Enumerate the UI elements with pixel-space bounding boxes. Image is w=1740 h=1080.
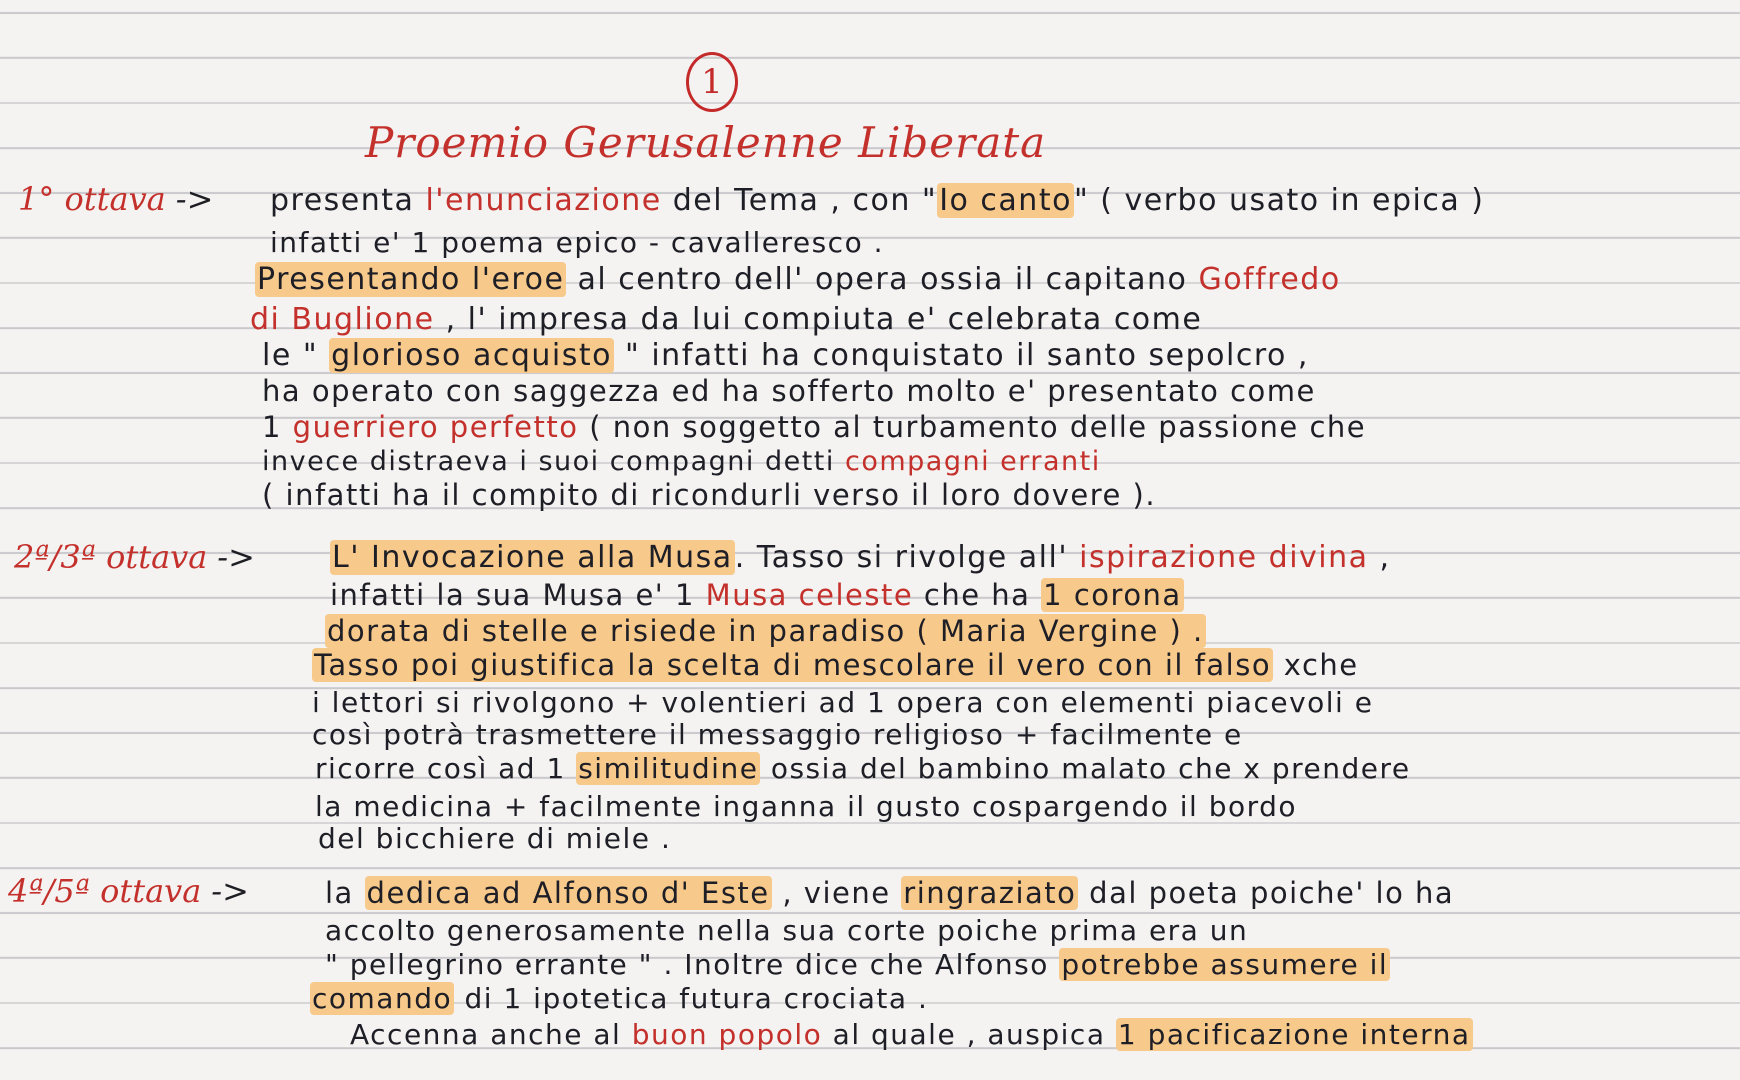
text-segment: i lettori si rivolgono + volentieri ad 1 opera con elementi piacevoli e: [312, 686, 1374, 719]
text-segment: Accenna anche al: [350, 1018, 632, 1051]
red-keyword: compagni erranti: [844, 446, 1101, 477]
text-segment: accolto generosamente nella sua corte poiche prima era un: [325, 914, 1249, 947]
text-segment: invece distraeva i suoi compagni detti: [262, 446, 845, 477]
highlighted-text: similitudine: [578, 752, 759, 785]
text-segment: , viene: [771, 876, 902, 910]
text-line: [270, 183, 1485, 218]
text-line: [325, 914, 1248, 947]
text-segment: dal poeta poiche' lo ha: [1078, 876, 1455, 910]
highlighted-text: potrebbe assumere il: [1061, 948, 1389, 981]
text-line: [270, 226, 884, 259]
text-segment: di 1 ipotetica futura crociata .: [454, 982, 929, 1015]
text-line: [330, 540, 1391, 575]
red-keyword: ispirazione divina: [1079, 540, 1369, 575]
section-label-2: [14, 538, 255, 576]
highlighted-text: ringraziato: [903, 876, 1077, 910]
highlighted-text: Tasso poi giustifica la scelta di mescolare il vero con il falso: [314, 648, 1272, 682]
section-label-text: 4ª/5ª ottava: [8, 872, 202, 910]
text-segment: ( infatti ha il compito di ricondurli verso il loro dovere ).: [262, 478, 1157, 512]
text-line: [262, 446, 1101, 477]
text-line: [310, 982, 928, 1015]
text-segment: infatti la sua Musa e' 1: [330, 578, 706, 612]
text-segment: " infatti ha conquistato il santo sepolcro ,: [613, 338, 1309, 373]
text-segment: 1: [262, 410, 293, 444]
text-segment: del bicchiere di miele .: [318, 822, 672, 855]
text-segment: xche: [1273, 648, 1359, 682]
highlighted-text: L' Invocazione alla Musa: [332, 540, 733, 575]
red-keyword: di Buglione: [250, 302, 435, 337]
highlighted-text: comando: [312, 982, 453, 1015]
text-segment: . Tasso si rivolge all': [734, 540, 1080, 575]
text-segment: presenta: [270, 183, 426, 218]
section-label-text: 2ª/3ª ottava: [14, 538, 208, 576]
text-segment: ,: [1368, 540, 1391, 575]
highlighted-text: Io canto: [939, 183, 1072, 218]
highlighted-text: dorata di stelle e risiede in paradiso ( Maria Vergine ) .: [327, 614, 1204, 648]
text-segment: ossia del bambino malato che x prendere: [760, 752, 1411, 785]
text-line: [330, 578, 1184, 612]
page-title: Proemio Gerusalenne Liberata: [365, 118, 1047, 167]
red-keyword: Goffredo: [1198, 262, 1341, 297]
text-line: [325, 948, 1390, 981]
text-segment: infatti e' 1 poema epico - cavalleresco .: [270, 226, 884, 259]
text-line: [312, 686, 1373, 719]
text-segment: al quale , auspica: [822, 1018, 1116, 1051]
text-segment: che ha: [913, 578, 1042, 612]
text-line: [262, 478, 1156, 512]
section-label-3: [8, 872, 249, 910]
text-segment: al centro dell' opera ossia il capitano: [566, 262, 1199, 297]
text-line: [315, 790, 1297, 823]
text-line: [325, 876, 1454, 910]
text-segment: , l' impresa da lui compiuta e' celebrata come: [434, 302, 1203, 337]
text-segment: ricorre così ad 1: [315, 752, 577, 785]
section-label-1: [18, 180, 213, 218]
arrow-icon: ->: [217, 538, 255, 576]
text-segment: ha operato con saggezza ed ha sofferto molto e' presentato come: [262, 374, 1316, 408]
text-line: [250, 302, 1202, 337]
text-line: [262, 338, 1309, 373]
text-line: [318, 822, 671, 855]
text-segment: le ": [262, 338, 330, 373]
highlighted-text: 1 corona: [1043, 578, 1182, 612]
text-segment: ( non soggetto al turbamento delle passione che: [578, 410, 1367, 444]
text-line: [262, 410, 1366, 444]
highlighted-text: 1 pacificazione interna: [1117, 1018, 1471, 1051]
text-segment: così potrà trasmettere il messaggio religioso + facilmente e: [312, 718, 1243, 751]
text-line: [262, 374, 1316, 408]
red-keyword: buon popolo: [631, 1018, 823, 1051]
section-label-text: 1° ottava: [18, 180, 166, 218]
text-line: [255, 262, 1341, 297]
text-line: [312, 648, 1359, 682]
highlighted-text: Presentando l'eroe: [257, 262, 565, 297]
page-number: 1: [686, 52, 738, 112]
text-line: [350, 1018, 1473, 1051]
text-segment: " ( verbo usato in epica ): [1073, 183, 1485, 218]
red-keyword: guerriero perfetto: [292, 410, 579, 444]
text-segment: del Tema , con ": [661, 183, 938, 218]
text-line: [315, 752, 1411, 785]
text-line: [312, 718, 1243, 751]
text-segment: la: [325, 876, 365, 910]
red-keyword: l'enunciazione: [425, 183, 662, 218]
red-keyword: Musa celeste: [705, 578, 914, 612]
highlighted-text: dedica ad Alfonso d' Este: [366, 876, 770, 910]
text-segment: la medicina + facilmente inganna il gusto cospargendo il bordo: [315, 790, 1298, 823]
arrow-icon: ->: [211, 872, 249, 910]
highlighted-text: glorioso acquisto: [331, 338, 612, 373]
arrow-icon: ->: [175, 180, 214, 218]
text-line: [325, 614, 1206, 648]
text-segment: " pellegrino errante " . Inoltre dice che Alfonso: [325, 948, 1060, 981]
